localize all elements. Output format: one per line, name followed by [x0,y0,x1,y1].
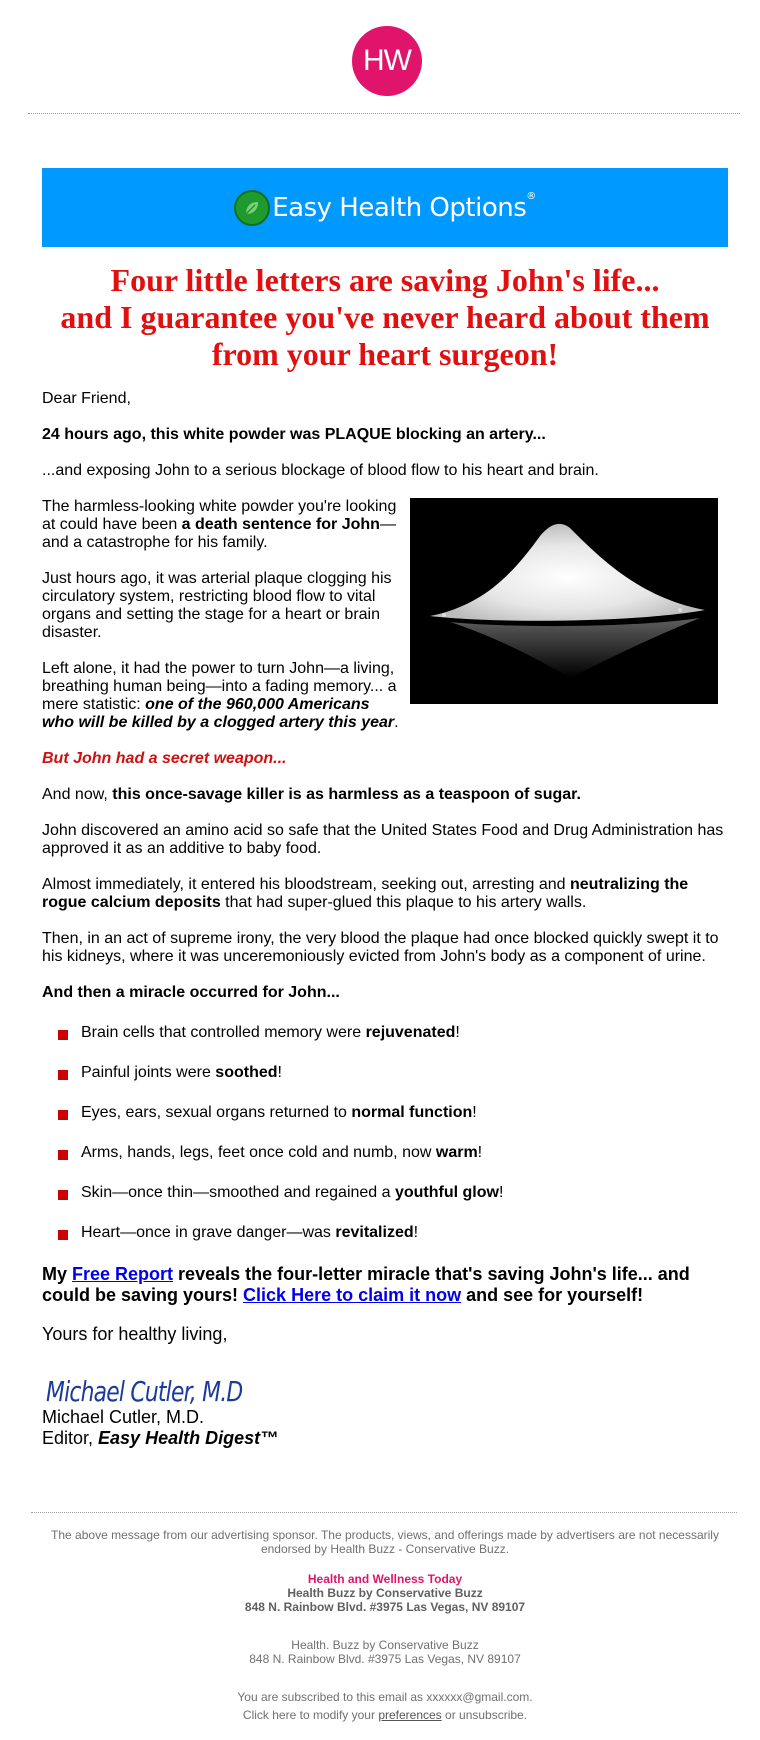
list-item: Painful joints were soothed! [42,1064,728,1082]
red-square-bullet-icon [58,1230,68,1240]
paragraph-7: And now, this once-savage killer is as harmless as a teaspoon of sugar. [42,786,581,803]
sender-address: 848 N. Rainbow Blvd. #3975 Las Vegas, NV 89107 [244,1600,526,1614]
white-powder-photo [410,498,718,704]
paragraph-2: ...and exposing John to a serious blockage of blood flow to his heart and brain. [42,462,599,479]
headline-line-1: Four little letters are saving John's life... [110,262,660,298]
secret-weapon-line: But John had a secret weapon... [42,750,287,767]
banner-brand-name: Easy Health Options® [272,190,536,223]
postal-address: 848 N. Rainbow Blvd. #3975 Las Vegas, NV 89107 [249,1652,521,1666]
sender-brand: Health and Wellness Today [307,1572,463,1586]
benefits-list [42,1024,728,1242]
miracle-line: And then a miracle occurred for John... [42,984,340,1001]
paragraph-9: Almost immediately, it entered his bloodstream, seeking out, arresting and neutralizing the rogue calcium deposits that had super-glued this plaque to his artery walls. [42,876,689,911]
call-to-action: My Free Report reveals the four-letter miracle that's saving John's life... and could be saving yours! Click Here to claim it now and see for yourself! [42,1264,690,1305]
paragraph-5: Left alone, it had the power to turn John—a living, breathing human being—into a fading memory... a mere statistic: one of the 960,000 Americans who will be killed by a clogged artery this year. [42,660,399,731]
postal-block [42,1638,728,1666]
footer-divider [31,1512,737,1513]
list-item: Eyes, ears, sexual organs returned to normal function! [42,1104,728,1122]
sender-company: Health Buzz by Conservative Buzz [287,1586,483,1600]
red-square-bullet-icon [58,1110,68,1120]
list-item: Skin—once thin—smoothed and regained a youthful glow! [42,1184,728,1202]
closing-line: Yours for healthy living, [42,1324,228,1344]
list-item: Brain cells that controlled memory were rejuvenated! [42,1024,728,1042]
postal-company: Health. Buzz by Conservative Buzz [291,1638,479,1652]
list-item: Heart—once in grave danger—was revitalized! [42,1224,728,1242]
red-square-bullet-icon [58,1070,68,1080]
headline-line-3: from your heart surgeon! [211,336,559,372]
greeting: Dear Friend, [42,390,131,407]
easy-health-banner[interactable] [42,168,728,247]
list-item: Arms, hands, legs, feet once cold and numb, now warm! [42,1144,728,1162]
headline [42,262,728,373]
paragraph-4: Just hours ago, it was arterial plaque clogging his circulatory system, restricting blood flow to vital organs and setting the stage for a heart or brain disaster. [42,570,392,641]
disclaimer: The above message from our advertising sponsor. The products, views, and offerings made by advertisers are not necessarily endorsed by Health Buzz - Conservative Buzz. [51,1528,719,1556]
lead-bold: 24 hours ago, this white powder was PLAQUE blocking an artery... [42,426,546,443]
signature: Michael Cutler, M.D [46,1375,243,1408]
paragraph-10: Then, in an act of supreme irony, the very blood the plaque had once blocked quickly swept it to his kidneys, where it was unceremoniously evicted from John's body as a component of urine. [42,930,719,965]
subscription-block: You are subscribed to this email as xxxxxx@gmail.com. Click here to modify your preferences or unsubscribe. [237,1690,533,1722]
author-name: Michael Cutler, M.D. [42,1407,205,1427]
leaf-icon [234,190,270,226]
headline-line-2: and I guarantee you've never heard about them [60,299,710,335]
paragraph-8: John discovered an amino acid so safe that the United States Food and Drug Administration has approved it as an additive to baby food. [42,822,724,857]
subscribed-line: You are subscribed to this email as xxxxxx@gmail.com. [237,1690,533,1704]
paragraph-3: The harmless-looking white powder you're looking at could have been a death sentence for John—and a catastrophe for his family. [42,498,397,551]
red-square-bullet-icon [58,1190,68,1200]
signoff [42,1324,728,1449]
hw-logo [352,26,422,96]
footer [42,1528,728,1740]
free-report-link[interactable]: Free Report [72,1264,174,1284]
red-square-bullet-icon [58,1150,68,1160]
header-divider [28,113,740,114]
red-square-bullet-icon [58,1030,68,1040]
author-title: Editor, Easy Health Digest™ [42,1428,279,1448]
article-body [42,390,728,1449]
hw-logo-text: HW [363,44,411,77]
preferences-link[interactable]: preferences [378,1708,442,1722]
claim-now-link[interactable]: Click Here to claim it now [243,1285,462,1305]
sender-block [42,1572,728,1614]
